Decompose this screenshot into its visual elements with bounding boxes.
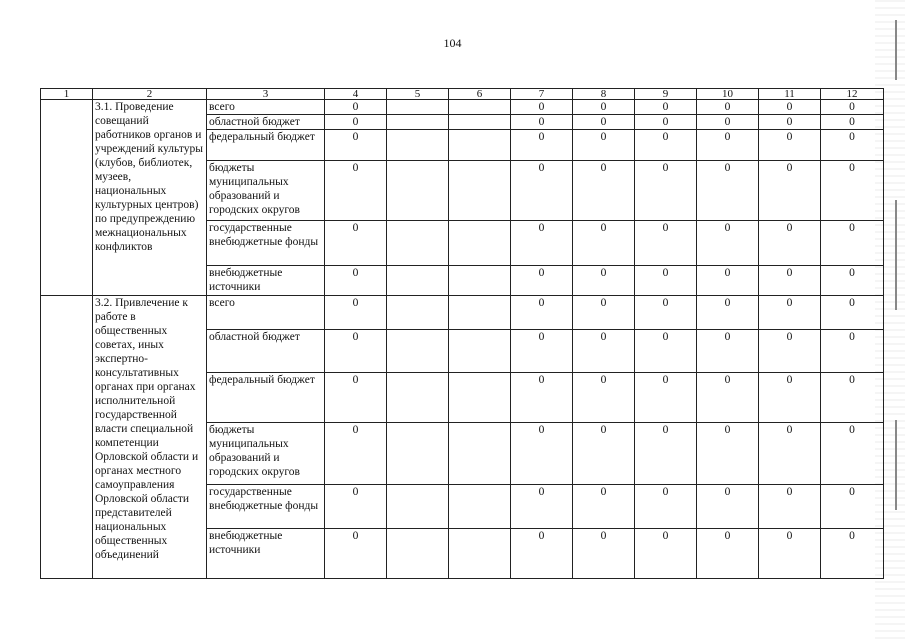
value-cell: 0 xyxy=(759,100,821,115)
value-cell: 0 xyxy=(759,529,821,579)
section-number-cell xyxy=(41,296,93,579)
value-cell xyxy=(449,296,511,330)
value-cell: 0 xyxy=(635,266,697,296)
section-number-cell xyxy=(41,100,93,296)
value-cell: 0 xyxy=(759,485,821,529)
funding-source: внебюджетные источники xyxy=(207,266,325,296)
value-cell: 0 xyxy=(635,115,697,130)
value-cell: 0 xyxy=(697,266,759,296)
funding-source: федеральный бюджет xyxy=(207,373,325,423)
value-cell: 0 xyxy=(697,529,759,579)
value-cell xyxy=(387,115,449,130)
value-cell: 0 xyxy=(821,130,884,161)
value-cell: 0 xyxy=(511,485,573,529)
value-cell: 0 xyxy=(573,330,635,373)
value-cell: 0 xyxy=(759,296,821,330)
funding-source: бюджеты муниципальных образований и городских округов xyxy=(207,161,325,221)
value-cell: 0 xyxy=(759,330,821,373)
column-header: 10 xyxy=(697,89,759,100)
value-cell: 0 xyxy=(511,373,573,423)
value-cell: 0 xyxy=(511,330,573,373)
value-cell xyxy=(387,161,449,221)
value-cell xyxy=(387,266,449,296)
value-cell: 0 xyxy=(821,529,884,579)
value-cell: 0 xyxy=(325,330,387,373)
value-cell: 0 xyxy=(325,373,387,423)
value-cell: 0 xyxy=(697,221,759,266)
column-header: 3 xyxy=(207,89,325,100)
column-header: 2 xyxy=(93,89,207,100)
value-cell: 0 xyxy=(697,296,759,330)
value-cell: 0 xyxy=(511,100,573,115)
column-header: 4 xyxy=(325,89,387,100)
value-cell xyxy=(387,221,449,266)
value-cell xyxy=(449,373,511,423)
value-cell xyxy=(387,330,449,373)
value-cell: 0 xyxy=(635,100,697,115)
value-cell: 0 xyxy=(635,296,697,330)
value-cell: 0 xyxy=(759,423,821,485)
value-cell: 0 xyxy=(325,266,387,296)
value-cell: 0 xyxy=(325,161,387,221)
value-cell: 0 xyxy=(325,529,387,579)
value-cell: 0 xyxy=(635,221,697,266)
budget-table xyxy=(40,88,884,579)
value-cell xyxy=(449,266,511,296)
column-header: 7 xyxy=(511,89,573,100)
value-cell: 0 xyxy=(821,221,884,266)
value-cell: 0 xyxy=(821,373,884,423)
value-cell: 0 xyxy=(821,485,884,529)
value-cell: 0 xyxy=(821,330,884,373)
value-cell: 0 xyxy=(573,221,635,266)
value-cell: 0 xyxy=(511,423,573,485)
page-number: 104 xyxy=(443,36,462,50)
column-header: 11 xyxy=(759,89,821,100)
value-cell xyxy=(387,130,449,161)
funding-source: областной бюджет xyxy=(207,115,325,130)
value-cell: 0 xyxy=(573,115,635,130)
value-cell xyxy=(387,373,449,423)
value-cell: 0 xyxy=(573,373,635,423)
value-cell: 0 xyxy=(511,115,573,130)
value-cell: 0 xyxy=(697,130,759,161)
value-cell: 0 xyxy=(325,296,387,330)
value-cell: 0 xyxy=(697,161,759,221)
funding-source: бюджеты муниципальных образований и городских округов xyxy=(207,423,325,485)
column-header: 12 xyxy=(821,89,884,100)
funding-source: внебюджетные источники xyxy=(207,529,325,579)
value-cell: 0 xyxy=(759,130,821,161)
value-cell: 0 xyxy=(325,485,387,529)
value-cell xyxy=(449,221,511,266)
value-cell: 0 xyxy=(759,115,821,130)
value-cell: 0 xyxy=(697,423,759,485)
value-cell: 0 xyxy=(573,161,635,221)
value-cell: 0 xyxy=(325,100,387,115)
value-cell xyxy=(449,161,511,221)
value-cell xyxy=(387,529,449,579)
value-cell xyxy=(449,330,511,373)
header-row xyxy=(41,89,884,100)
value-cell: 0 xyxy=(697,485,759,529)
value-cell: 0 xyxy=(325,130,387,161)
column-header: 9 xyxy=(635,89,697,100)
value-cell: 0 xyxy=(511,161,573,221)
value-cell: 0 xyxy=(635,373,697,423)
scan-mark xyxy=(895,20,897,80)
value-cell: 0 xyxy=(821,161,884,221)
value-cell: 0 xyxy=(635,130,697,161)
column-header: 8 xyxy=(573,89,635,100)
value-cell: 0 xyxy=(325,115,387,130)
value-cell: 0 xyxy=(573,529,635,579)
funding-source: областной бюджет xyxy=(207,330,325,373)
funding-source: государственные внебюджетные фонды xyxy=(207,221,325,266)
scan-mark xyxy=(895,200,897,310)
value-cell: 0 xyxy=(511,130,573,161)
value-cell: 0 xyxy=(821,266,884,296)
funding-source: всего xyxy=(207,296,325,330)
value-cell: 0 xyxy=(821,100,884,115)
value-cell: 0 xyxy=(511,221,573,266)
value-cell: 0 xyxy=(759,161,821,221)
value-cell: 0 xyxy=(635,161,697,221)
value-cell xyxy=(449,485,511,529)
value-cell: 0 xyxy=(697,100,759,115)
value-cell: 0 xyxy=(759,221,821,266)
column-header: 5 xyxy=(387,89,449,100)
funding-source: федеральный бюджет xyxy=(207,130,325,161)
value-cell: 0 xyxy=(511,266,573,296)
value-cell: 0 xyxy=(821,115,884,130)
value-cell xyxy=(387,423,449,485)
table-row xyxy=(41,296,884,330)
value-cell xyxy=(449,115,511,130)
value-cell xyxy=(449,130,511,161)
value-cell: 0 xyxy=(325,423,387,485)
value-cell: 0 xyxy=(635,485,697,529)
funding-source: государственные внебюджетные фонды xyxy=(207,485,325,529)
value-cell: 0 xyxy=(821,423,884,485)
value-cell: 0 xyxy=(573,266,635,296)
value-cell: 0 xyxy=(821,296,884,330)
column-header: 1 xyxy=(41,89,93,100)
value-cell: 0 xyxy=(573,130,635,161)
value-cell: 0 xyxy=(325,221,387,266)
value-cell xyxy=(387,100,449,115)
value-cell: 0 xyxy=(573,100,635,115)
table-row xyxy=(41,100,884,115)
value-cell xyxy=(387,296,449,330)
section-title: 3.1. Проведение совещаний работников органов и учреждений культуры (клубов, библиотек, музеев, национальных культурных центров) по предупреждению межнациональных конфликтов xyxy=(93,100,207,296)
scan-mark xyxy=(895,420,897,510)
value-cell: 0 xyxy=(573,296,635,330)
value-cell: 0 xyxy=(573,485,635,529)
scan-edge-noise xyxy=(875,0,905,640)
value-cell: 0 xyxy=(759,266,821,296)
value-cell: 0 xyxy=(759,373,821,423)
value-cell xyxy=(387,485,449,529)
column-header: 6 xyxy=(449,89,511,100)
value-cell: 0 xyxy=(697,115,759,130)
value-cell: 0 xyxy=(635,423,697,485)
value-cell: 0 xyxy=(573,423,635,485)
value-cell xyxy=(449,100,511,115)
value-cell: 0 xyxy=(635,529,697,579)
funding-source: всего xyxy=(207,100,325,115)
value-cell: 0 xyxy=(697,330,759,373)
value-cell: 0 xyxy=(511,296,573,330)
value-cell: 0 xyxy=(697,373,759,423)
value-cell xyxy=(449,529,511,579)
value-cell xyxy=(449,423,511,485)
value-cell: 0 xyxy=(511,529,573,579)
section-title: 3.2. Привлечение к работе в общественных советах, иных экспертно-консультативных органах при органах исполнительной государственной власти специальной компетенции Орловской области и органах местного самоуправления Орловской области представителей национальных общественных объединений xyxy=(93,296,207,579)
value-cell: 0 xyxy=(635,330,697,373)
